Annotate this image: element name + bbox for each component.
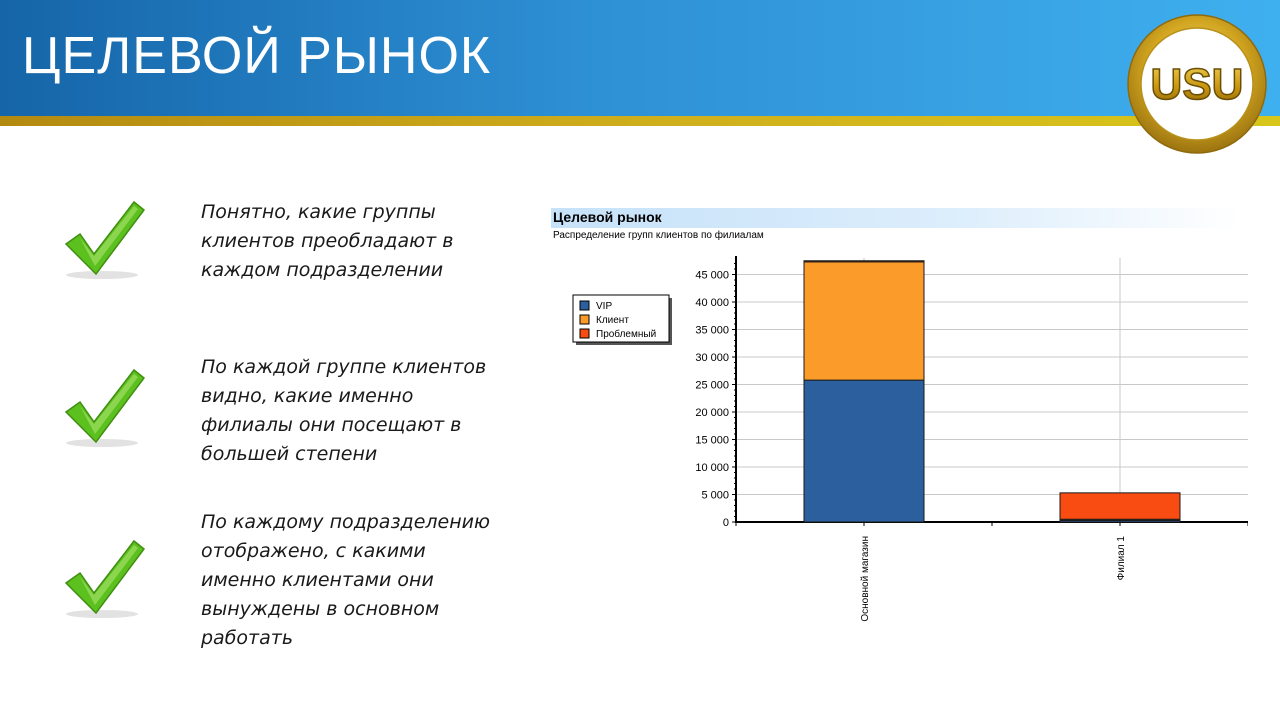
bullet-text-1 bbox=[201, 198, 511, 285]
chart-subtitle: Распределение групп клиентов по филиалам bbox=[553, 230, 764, 241]
bullet-line: работать bbox=[201, 627, 294, 649]
check-icon bbox=[60, 364, 150, 454]
usu-logo bbox=[1126, 13, 1268, 155]
bullet-line: клиентов преобладают в bbox=[201, 230, 454, 252]
bullet-text-3 bbox=[201, 508, 511, 653]
bullet-line: Понятно, какие группы bbox=[201, 201, 436, 223]
check-icon bbox=[60, 535, 150, 625]
header-stripe bbox=[0, 116, 1280, 126]
bar-segment bbox=[804, 380, 924, 522]
x-tick-label: Основной магазин bbox=[860, 536, 871, 622]
y-tick-label: 40 000 bbox=[695, 297, 729, 309]
chart-title: Целевой рынок bbox=[553, 209, 662, 225]
bar-segment bbox=[804, 262, 924, 380]
bullet-line: По каждой группе клиентов bbox=[201, 356, 487, 378]
x-tick-label: Филиал 1 bbox=[1116, 536, 1127, 581]
legend-swatch bbox=[580, 301, 589, 310]
y-tick-label: 0 bbox=[722, 517, 729, 529]
legend-label: Проблемный bbox=[596, 329, 657, 340]
bullet-line: каждом подразделении bbox=[201, 259, 444, 281]
y-tick-label: 5 000 bbox=[701, 489, 729, 502]
legend-swatch bbox=[580, 315, 589, 324]
legend-swatch bbox=[580, 329, 589, 338]
y-tick-label: 30 000 bbox=[695, 352, 729, 364]
bullet-line: филиалы они посещают в bbox=[201, 414, 462, 436]
page-title: ЦЕЛЕВОЙ РЫНОК bbox=[22, 27, 492, 85]
bar-segment bbox=[804, 261, 924, 262]
bullet-text-2 bbox=[201, 353, 511, 469]
legend-label: VIP bbox=[596, 301, 613, 312]
legend-label: Клиент bbox=[596, 315, 629, 326]
y-tick-label: 10 000 bbox=[695, 462, 729, 474]
bullet-line: По каждому подразделению bbox=[201, 511, 490, 533]
y-tick-label: 35 000 bbox=[695, 324, 729, 337]
y-tick-label: 20 000 bbox=[695, 407, 729, 419]
header-bar bbox=[0, 0, 1280, 116]
logo-text: USU bbox=[1150, 60, 1244, 109]
y-tick-label: 45 000 bbox=[695, 269, 729, 282]
bullet-line: вынуждены в основном bbox=[201, 598, 440, 620]
check-icon bbox=[60, 196, 150, 286]
bullet-line: видно, какие именно bbox=[201, 385, 414, 407]
bullet-line: именно клиентами они bbox=[201, 569, 434, 591]
chart-svg bbox=[548, 206, 1248, 646]
bullet-line: большей степени bbox=[201, 443, 378, 465]
bullet-line: отображено, с какими bbox=[201, 540, 426, 562]
target-market-chart bbox=[548, 206, 1248, 646]
y-tick-label: 25 000 bbox=[695, 379, 729, 392]
bar-segment bbox=[1060, 493, 1180, 519]
y-tick-label: 15 000 bbox=[695, 434, 729, 447]
